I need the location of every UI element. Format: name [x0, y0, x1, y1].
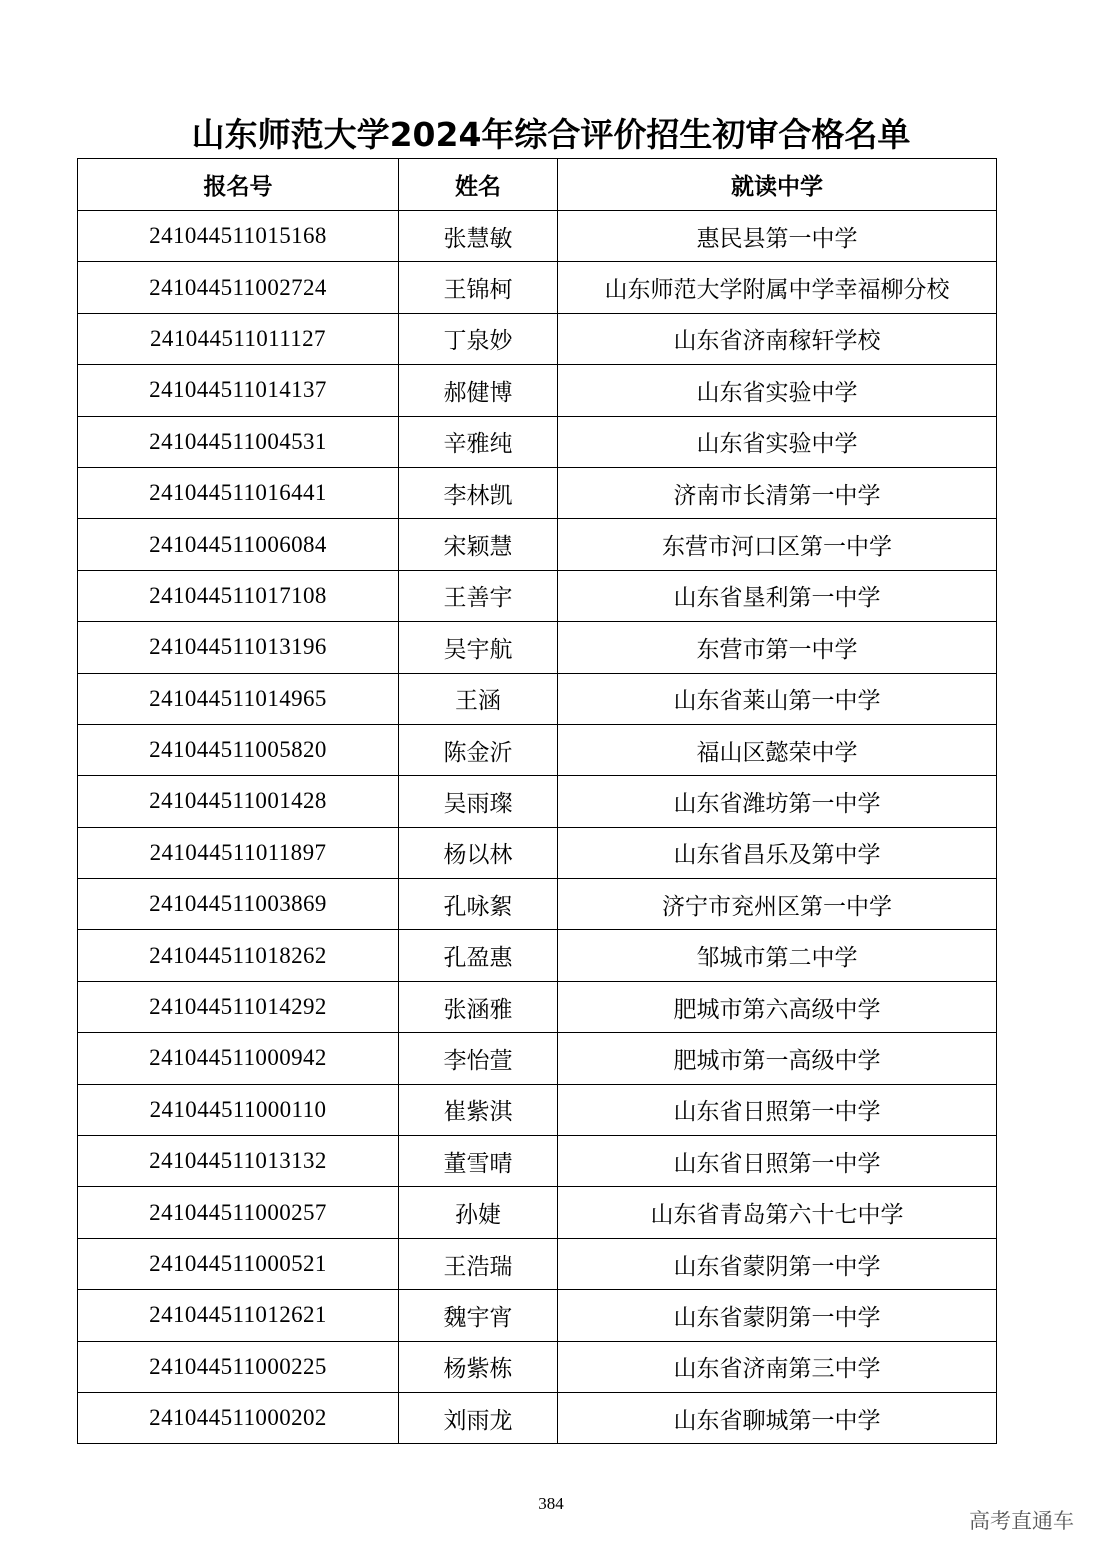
cell-name: 李怡萱 [399, 1033, 558, 1084]
cell-registration-number: 241044511005820 [78, 724, 399, 775]
cell-name: 魏宇宵 [399, 1290, 558, 1341]
table-row [78, 1033, 997, 1084]
cell-name: 吴雨璨 [399, 776, 558, 827]
cell-name: 张慧敏 [399, 211, 558, 262]
cell-registration-number: 241044511015168 [78, 211, 399, 262]
header-school: 就读中学 [558, 159, 997, 211]
cell-name: 孙婕 [399, 1187, 558, 1238]
cell-name: 董雪晴 [399, 1136, 558, 1187]
table-row [78, 981, 997, 1032]
table-row [78, 827, 997, 878]
cell-school: 东营市河口区第一中学 [558, 519, 997, 570]
table-row [78, 365, 997, 416]
cell-school: 山东省潍坊第一中学 [558, 776, 997, 827]
cell-registration-number: 241044511013132 [78, 1136, 399, 1187]
cell-registration-number: 241044511017108 [78, 570, 399, 621]
table-row [78, 724, 997, 775]
table-row [78, 1136, 997, 1187]
page-title: 山东师范大学2024年综合评价招生初审合格名单 [191, 115, 911, 154]
cell-name: 吴宇航 [399, 622, 558, 673]
cell-name: 杨紫栋 [399, 1341, 558, 1392]
table-row [78, 879, 997, 930]
cell-registration-number: 241044511014292 [78, 981, 399, 1032]
cell-registration-number: 241044511012621 [78, 1290, 399, 1341]
cell-school: 山东省济南第三中学 [558, 1341, 997, 1392]
header-name: 姓名 [399, 159, 558, 211]
cell-name: 陈金沂 [399, 724, 558, 775]
table-row [78, 416, 997, 467]
cell-name: 李林凯 [399, 467, 558, 518]
cell-school: 山东省莱山第一中学 [558, 673, 997, 724]
cell-registration-number: 241044511013196 [78, 622, 399, 673]
table-row [78, 930, 997, 981]
cell-name: 刘雨龙 [399, 1392, 558, 1443]
cell-name: 丁泉妙 [399, 313, 558, 364]
cell-school: 肥城市第六高级中学 [558, 981, 997, 1032]
cell-school: 山东省昌乐及第中学 [558, 827, 997, 878]
cell-registration-number: 241044511006084 [78, 519, 399, 570]
table-header-row [78, 159, 997, 211]
cell-name: 王浩瑞 [399, 1238, 558, 1289]
cell-name: 崔紫淇 [399, 1084, 558, 1135]
table-row [78, 313, 997, 364]
cell-registration-number: 241044511011127 [78, 313, 399, 364]
cell-school: 山东省实验中学 [558, 416, 997, 467]
cell-school: 山东师范大学附属中学幸福柳分校 [558, 262, 997, 313]
table-row [78, 1187, 997, 1238]
cell-registration-number: 241044511014137 [78, 365, 399, 416]
cell-name: 辛雅纯 [399, 416, 558, 467]
table-row [78, 211, 997, 262]
cell-name: 王锦柯 [399, 262, 558, 313]
cell-school: 济南市长清第一中学 [558, 467, 997, 518]
cell-school: 山东省垦利第一中学 [558, 570, 997, 621]
cell-registration-number: 241044511003869 [78, 879, 399, 930]
table-row [78, 467, 997, 518]
table-row [78, 570, 997, 621]
cell-school: 福山区懿荣中学 [558, 724, 997, 775]
cell-school: 山东省日照第一中学 [558, 1136, 997, 1187]
cell-registration-number: 241044511000225 [78, 1341, 399, 1392]
cell-school: 济宁市兖州区第一中学 [558, 879, 997, 930]
cell-registration-number: 241044511002724 [78, 262, 399, 313]
cell-registration-number: 241044511000942 [78, 1033, 399, 1084]
cell-school: 东营市第一中学 [558, 622, 997, 673]
cell-school: 山东省蒙阴第一中学 [558, 1290, 997, 1341]
cell-registration-number: 241044511011897 [78, 827, 399, 878]
table-row [78, 519, 997, 570]
admission-list-table [77, 158, 997, 1444]
page-number: 384 [538, 1494, 564, 1513]
cell-school: 山东省聊城第一中学 [558, 1392, 997, 1443]
cell-name: 孔盈惠 [399, 930, 558, 981]
cell-name: 宋颖慧 [399, 519, 558, 570]
table-row [78, 1238, 997, 1289]
cell-school: 山东省日照第一中学 [558, 1084, 997, 1135]
header-registration-number: 报名号 [78, 159, 399, 211]
cell-school: 山东省济南稼轩学校 [558, 313, 997, 364]
table-row [78, 1341, 997, 1392]
cell-registration-number: 241044511001428 [78, 776, 399, 827]
cell-name: 杨以林 [399, 827, 558, 878]
table-row [78, 1290, 997, 1341]
cell-name: 王善宇 [399, 570, 558, 621]
cell-school: 邹城市第二中学 [558, 930, 997, 981]
table-body [78, 211, 997, 1444]
cell-name: 王涵 [399, 673, 558, 724]
cell-school: 山东省蒙阴第一中学 [558, 1238, 997, 1289]
cell-registration-number: 241044511018262 [78, 930, 399, 981]
watermark-text: 高考直通车 [969, 1509, 1074, 1533]
cell-name: 郝健博 [399, 365, 558, 416]
table-row [78, 1392, 997, 1443]
cell-school: 山东省实验中学 [558, 365, 997, 416]
cell-registration-number: 241044511000202 [78, 1392, 399, 1443]
cell-registration-number: 241044511000257 [78, 1187, 399, 1238]
cell-school: 肥城市第一高级中学 [558, 1033, 997, 1084]
table-row [78, 673, 997, 724]
table-row [78, 622, 997, 673]
cell-name: 孔咏絮 [399, 879, 558, 930]
cell-name: 张涵雅 [399, 981, 558, 1032]
table-row [78, 776, 997, 827]
table-row [78, 1084, 997, 1135]
cell-school: 山东省青岛第六十七中学 [558, 1187, 997, 1238]
cell-registration-number: 241044511000110 [78, 1084, 399, 1135]
cell-registration-number: 241044511016441 [78, 467, 399, 518]
cell-registration-number: 241044511000521 [78, 1238, 399, 1289]
table-row [78, 262, 997, 313]
cell-registration-number: 241044511004531 [78, 416, 399, 467]
cell-registration-number: 241044511014965 [78, 673, 399, 724]
cell-school: 惠民县第一中学 [558, 211, 997, 262]
